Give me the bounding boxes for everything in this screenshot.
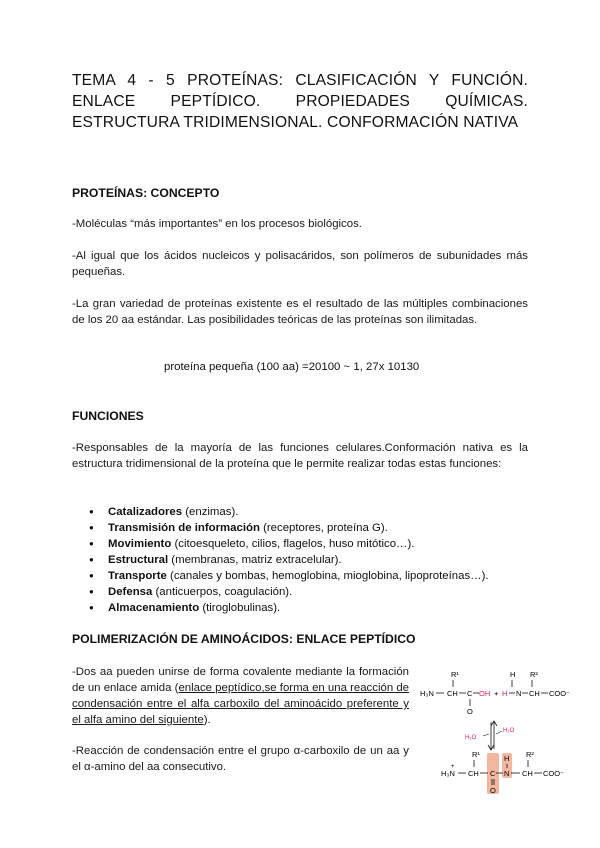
o-bottom: O (490, 786, 496, 795)
underlined-definition: enlace peptídico,se forma en una reacción de condensación entre el alfa carboxilo del aminoácido preferente y el alfa amino del siguiente (72, 682, 409, 726)
r2-bottom: R² (526, 750, 534, 759)
heading-concepto: PROTEÍNAS: CONCEPTO (72, 186, 220, 200)
list-item: ● Transporte (canales y bombas, hemoglobina, mioglobina, lipoproteínas…). (72, 568, 489, 584)
heading-funciones: FUNCIONES (72, 409, 144, 423)
paragraph-polimerizacion-2: -Reacción de condensación entre el grupo α-carboxilo de un aa y el α-amino del aa consecutivo. (72, 745, 409, 773)
paragraph-concepto-2: -Al igual que los ácidos nucleicos y polisacáridos, son polímeros de subunidades más pequeñas. (72, 250, 528, 278)
plus-sign: + (494, 689, 499, 698)
h3n-top: H₃N (420, 689, 434, 698)
h-bottom: H (504, 754, 510, 763)
ch-bottom-2: CH (522, 769, 533, 778)
functions-list (72, 504, 489, 616)
peptide-bond-diagram (415, 664, 595, 800)
n-bottom: N (504, 769, 510, 778)
coo-bottom: COO⁻ (543, 769, 565, 778)
plus-superscript: + (451, 764, 455, 770)
r1-top: R¹ (451, 670, 459, 679)
ch-top-1: CH (447, 689, 458, 698)
ch-bottom-1: CH (468, 769, 479, 778)
ch-top-2: CH (529, 689, 540, 698)
list-item: ● Almacenamiento (tiroglobulinas). (72, 600, 489, 616)
h2o-right: H₂O (503, 728, 515, 734)
list-item: ● Catalizadores (enzimas). (72, 504, 489, 520)
formula-line: proteína pequeña (100 aa) =20100 ~ 1, 27x 10130 (164, 361, 420, 373)
heading-polimerizacion: POLIMERIZACIÓN DE AMINOÁCIDOS: ENLACE PEPTÍDICO (72, 632, 416, 646)
list-item: ● Estructural (membranas, matriz extracelular). (72, 552, 489, 568)
h3n-bottom: H₃N (441, 769, 455, 778)
n-top: N (516, 689, 522, 698)
r1-bottom: R¹ (472, 750, 480, 759)
o-top: O (467, 707, 473, 716)
list-item: ● Defensa (anticuerpos, coagulación). (72, 584, 489, 600)
paragraph-concepto-3: -La gran variedad de proteínas existente es el resultado de las múltiples combinaciones de los 20 aa estándar. Las posibilidades teóricas de las proteínas son ilimitadas. (72, 298, 528, 326)
h-top: H (510, 670, 516, 679)
paragraph-polimerizacion-1: -Dos aa pueden unirse de forma covalente mediante la formación de un enlace amida (enlace peptídico,se forma en una reacción de condensación entre el alfa carboxilo del aminoácido preferente y el alfa amino del siguiente). (72, 666, 409, 726)
paragraph-concepto-1: -Moléculas “más importantes” en los procesos biológicos. (72, 218, 362, 230)
oh-label: OH (479, 689, 491, 698)
list-item: ● Transmisión de información (receptores, proteína G). (72, 520, 489, 536)
c-top: C (467, 689, 473, 698)
c-bottom: C (490, 769, 496, 778)
paragraph-funciones-intro: -Responsables de la mayoría de las funciones celulares.Conformación nativa es la estructura tridimensional de la proteína que le permite realizar todas estas funciones: (72, 442, 528, 470)
h2o-left: H₂O (465, 735, 477, 741)
list-item: ● Movimiento (citoesqueleto, cilios, flagelos, huso mitótico…). (72, 536, 489, 552)
h-red: H (502, 689, 508, 698)
coo-top: COO⁻ (549, 689, 571, 698)
r2-top: R² (530, 670, 538, 679)
document-title: TEMA 4 - 5 PROTEÍNAS: CLASIFICACIÓN Y FUNCIÓN. ENLACE PEPTÍDICO. PROPIEDADES QUÍMICAS. ESTRUCTURA TRIDIMENSIONAL. CONFORMACIÓN NATIVA (72, 72, 528, 131)
